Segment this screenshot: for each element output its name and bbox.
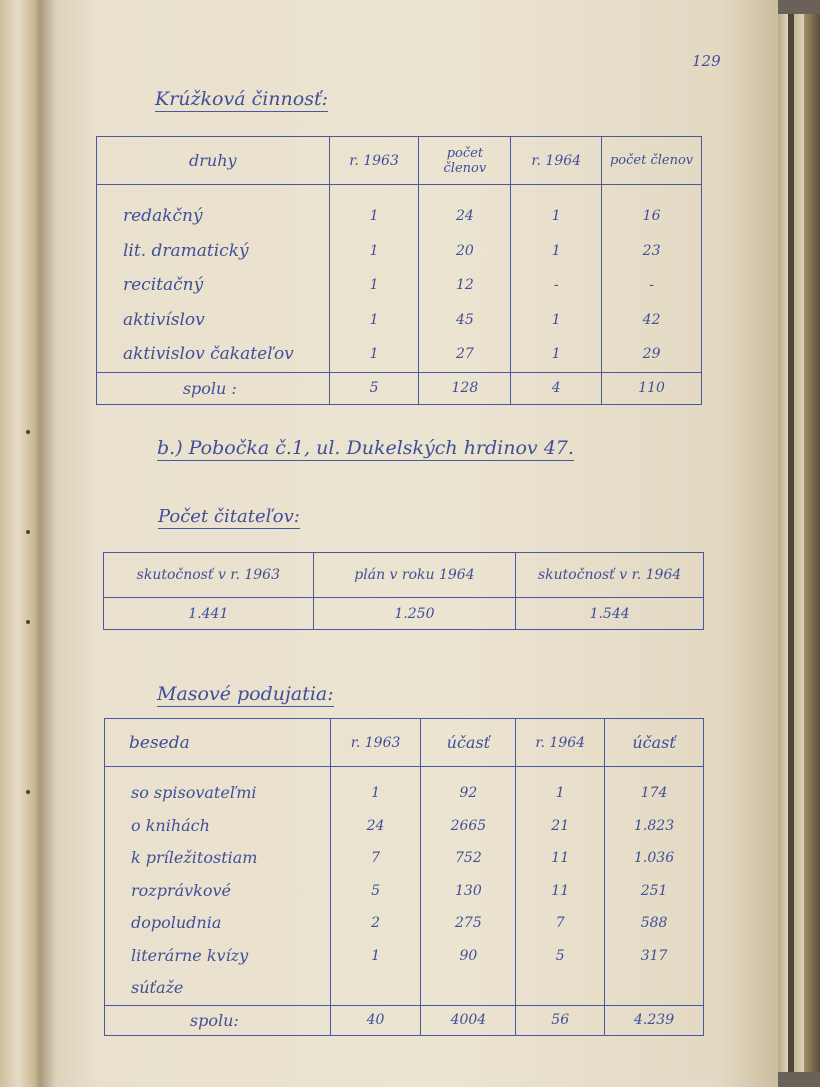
page-stack-edge — [778, 14, 788, 1072]
total-value: 4 — [511, 372, 602, 404]
cell-value: 275 — [455, 915, 482, 931]
total-label: spolu : — [97, 372, 330, 404]
cell-value: 16 — [642, 208, 661, 224]
total-value: 128 — [419, 372, 511, 404]
cell-value: 752 — [455, 850, 482, 866]
total-value: 5 — [329, 372, 419, 404]
cell-value: 1.036 — [634, 850, 675, 866]
cell-value: 92 — [459, 785, 478, 801]
table-total-row — [105, 1005, 704, 1035]
cell-value: 7 — [371, 850, 381, 866]
cell-value: 27 — [455, 346, 474, 362]
cell-value: 317 — [640, 947, 668, 964]
cell-value: 1 — [551, 242, 561, 259]
cell-value: 1 — [369, 346, 379, 362]
total-value: 4.239 — [605, 1005, 704, 1035]
event-name: so spisovateľmi — [131, 783, 257, 802]
cell-value: 1.823 — [634, 817, 675, 834]
section-heading-branch: b.) Pobočka č.1, ul. Dukelských hrdinov 47. — [157, 437, 574, 459]
event-name: o knihách — [131, 815, 210, 835]
section-heading-mass-events: Masové podujatia: — [157, 683, 334, 705]
cell-value: 1 — [369, 311, 379, 328]
cell-value: 90 — [459, 947, 478, 964]
reader-count: 1.441 — [104, 598, 314, 630]
binding-mark — [26, 790, 30, 794]
cell-value: 42 — [642, 311, 661, 328]
total-value: 40 — [330, 1005, 421, 1035]
cell-value: 5 — [371, 882, 381, 899]
column-header: r. 1964 — [516, 719, 605, 767]
table-header-row — [105, 719, 704, 767]
event-name: rozprávkové dopoludnia — [131, 880, 232, 932]
cell-value: 29 — [642, 346, 661, 362]
total-label: spolu: — [105, 1005, 331, 1035]
cell-value: 11 — [551, 882, 570, 899]
cell-value: 1 — [551, 208, 561, 224]
column-header: druhy — [97, 137, 330, 185]
section-heading-club-activity: Krúžková činnosť: — [155, 88, 328, 110]
activity-name: redakčný — [123, 206, 203, 226]
binding-mark — [26, 620, 30, 624]
table-body — [105, 767, 704, 1006]
cell-value: 588 — [640, 915, 668, 931]
cell-value: - — [553, 277, 559, 293]
column-header: r. 1964 — [511, 137, 602, 185]
cell-value: 24 — [366, 817, 385, 834]
cell-value: 1 — [551, 346, 561, 362]
cell-value: 130 — [455, 882, 482, 899]
event-name: literárne kvízy — [131, 945, 249, 965]
cell-value: 1 — [369, 277, 379, 293]
column-header: počet členov — [602, 137, 702, 185]
cell-value: 7 — [555, 915, 565, 931]
column-header: beseda — [105, 719, 331, 767]
page-number: 129 — [692, 52, 721, 70]
total-value: 110 — [602, 372, 702, 404]
cell-value: 174 — [640, 785, 668, 801]
reader-count: 1.544 — [516, 598, 704, 630]
table-total-row — [97, 372, 702, 404]
reader-count: 1.250 — [313, 598, 516, 630]
cell-value: 1 — [555, 785, 565, 801]
column-header: účasť — [421, 719, 516, 767]
cell-value: 2 — [371, 915, 381, 931]
cell-value: 1 — [369, 242, 379, 259]
column-header: počet členov — [419, 137, 511, 185]
cell-value: 11 — [551, 850, 570, 866]
book-cover-edge — [804, 14, 820, 1072]
event-name: súťaže — [131, 978, 184, 997]
cell-value: 45 — [455, 311, 474, 328]
total-value: 4004 — [421, 1005, 516, 1035]
club-activity-table — [96, 136, 702, 405]
column-header: plán v roku 1964 — [313, 553, 516, 598]
activity-name: aktivislov čakateľov — [123, 344, 294, 364]
cell-value: 24 — [455, 208, 474, 224]
activity-name: lit. dramatický — [123, 240, 249, 261]
cell-value: 1 — [371, 785, 381, 801]
cell-value: 5 — [555, 947, 565, 964]
total-value: 56 — [516, 1005, 605, 1035]
event-name: k príležitostiam — [131, 848, 258, 867]
cell-value: 12 — [455, 277, 474, 293]
table-header-row — [104, 553, 704, 598]
column-header: r. 1963 — [329, 137, 419, 185]
activity-name: aktivíslov — [123, 309, 205, 330]
cell-value: - — [649, 277, 654, 293]
column-header: účasť — [605, 719, 704, 767]
cell-value: 251 — [640, 882, 668, 899]
column-header: skutočnosť v r. 1963 — [104, 553, 314, 598]
page-stack-edge — [794, 14, 804, 1072]
mass-events-table — [104, 718, 704, 1036]
cell-value: 23 — [642, 242, 661, 259]
cell-value: 1 — [371, 947, 381, 964]
table-header-row — [97, 137, 702, 185]
cell-value: 2665 — [450, 817, 487, 834]
cell-value: 1 — [369, 208, 379, 224]
book-gutter — [40, 0, 56, 1087]
column-header: skutočnosť v r. 1964 — [516, 553, 704, 598]
binding-mark — [26, 530, 30, 534]
cell-value: 21 — [551, 817, 570, 834]
cell-value: 1 — [551, 311, 561, 328]
left-page-edge — [0, 0, 40, 1087]
table-row — [104, 598, 704, 630]
table-body — [97, 185, 702, 373]
binding-mark — [26, 430, 30, 434]
cell-value: 20 — [455, 242, 474, 259]
readers-count-table — [103, 552, 704, 630]
activity-name: recitačný — [123, 275, 204, 295]
column-header: r. 1963 — [330, 719, 421, 767]
section-subheading-readers: Počet čitateľov: — [158, 506, 300, 527]
